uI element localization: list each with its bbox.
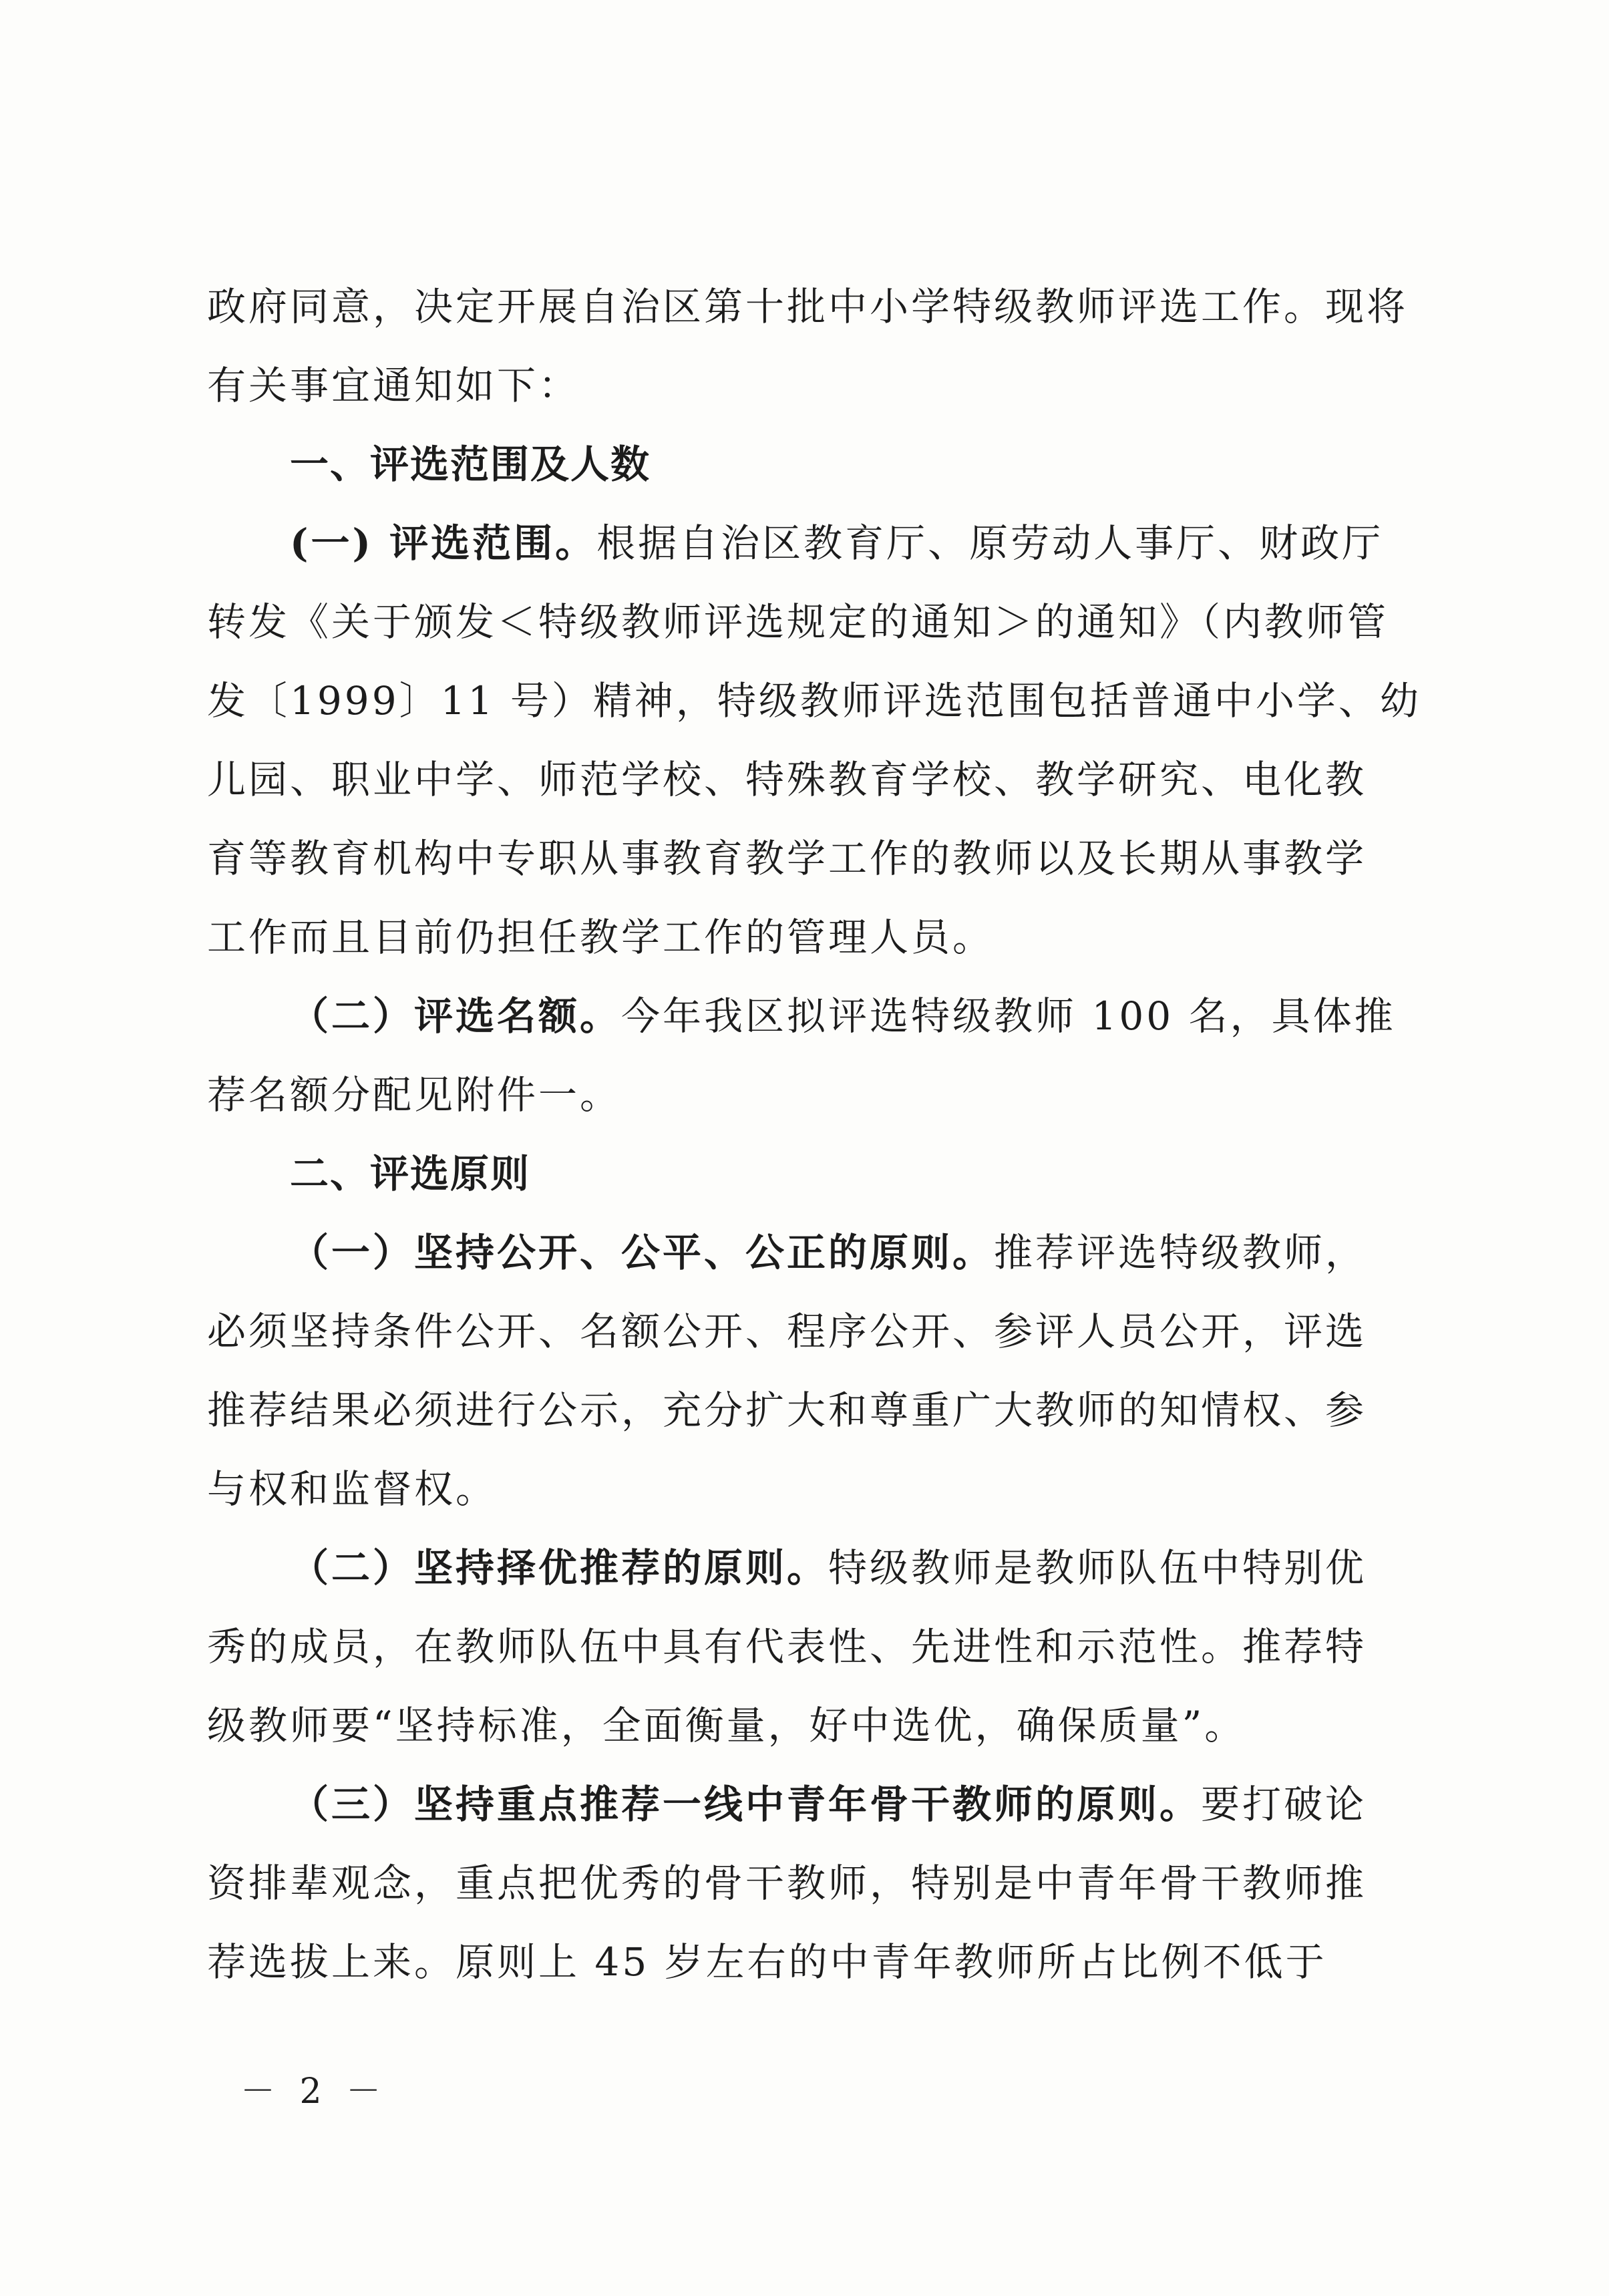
heading-text: 二、评选原则: [290, 1151, 531, 1196]
text-line: [207, 1765, 1429, 1844]
text-line: 级教师要“坚持标准，全面衡量，好中选优，确保质量”。: [207, 1703, 1246, 1748]
paragraph-lead: (一) 评选范围。: [290, 520, 597, 566]
text-line: 资排辈观念，重点把优秀的骨干教师，特别是中青年骨干教师推: [207, 1860, 1367, 1906]
text-line: 转发《关于颁发＜特级教师评选规定的通知＞的通知》（内教师管: [207, 599, 1389, 645]
line-text: 要打破论: [1201, 1782, 1367, 1827]
line-text: 特级教师是教师队伍中特别优: [828, 1545, 1367, 1591]
text-line: 工作而且目前仍担任教学工作的管理人员。: [207, 915, 995, 960]
text-line: 发〔1999〕11 号）精神，特级教师评选范围包括普通中小学、幼: [207, 678, 1421, 723]
text-line: 与权和监督权。: [207, 1466, 498, 1512]
text-line: [207, 504, 1429, 583]
text-line: [207, 1528, 1429, 1607]
section-heading: [207, 1134, 1429, 1213]
line-text: 根据自治区教育厅、原劳动人事厅、财政厅: [596, 520, 1384, 566]
text-line: 荐选拔上来。原则上 45 岁左右的中青年教师所占比例不低于: [207, 1939, 1327, 1985]
text-line: [207, 977, 1429, 1055]
heading-text: 一、评选范围及人数: [290, 442, 651, 487]
page-number: － 2 －: [240, 2072, 388, 2112]
paragraph-lead: （一）坚持公开、公平、公正的原则。: [290, 1230, 995, 1275]
line-text: 推荐评选特级教师，: [994, 1230, 1367, 1275]
text-line: 推荐结果必须进行公示，充分扩大和尊重广大教师的知情权、参: [207, 1387, 1367, 1433]
text-line: 儿园、职业中学、师范学校、特殊教育学校、教学研究、电化教: [207, 757, 1367, 802]
text-line: 必须坚持条件公开、名额公开、程序公开、参评人员公开，评选: [207, 1309, 1367, 1354]
paragraph-lead: （二）评选名额。: [290, 993, 622, 1039]
paragraph-lead: （二）坚持择优推荐的原则。: [290, 1545, 829, 1591]
text-line: 有关事宜通知如下：: [207, 363, 580, 408]
text-line: 秀的成员，在教师队伍中具有代表性、先进性和示范性。推荐特: [207, 1624, 1367, 1669]
text-line: 荐名额分配见附件一。: [207, 1072, 622, 1118]
body-text: [207, 267, 1429, 2001]
text-line: 育等教育机构中专职从事教育教学工作的教师以及长期从事教学: [207, 836, 1367, 881]
text-line: [207, 1213, 1429, 1292]
text-line: 政府同意，决定开展自治区第十批中小学特级教师评选工作。现将: [207, 284, 1409, 329]
paragraph-lead: （三）坚持重点推荐一线中青年骨干教师的原则。: [290, 1782, 1202, 1827]
line-text: 今年我区拟评选特级教师 100 名，具体推: [621, 993, 1396, 1039]
section-heading: [207, 425, 1429, 504]
